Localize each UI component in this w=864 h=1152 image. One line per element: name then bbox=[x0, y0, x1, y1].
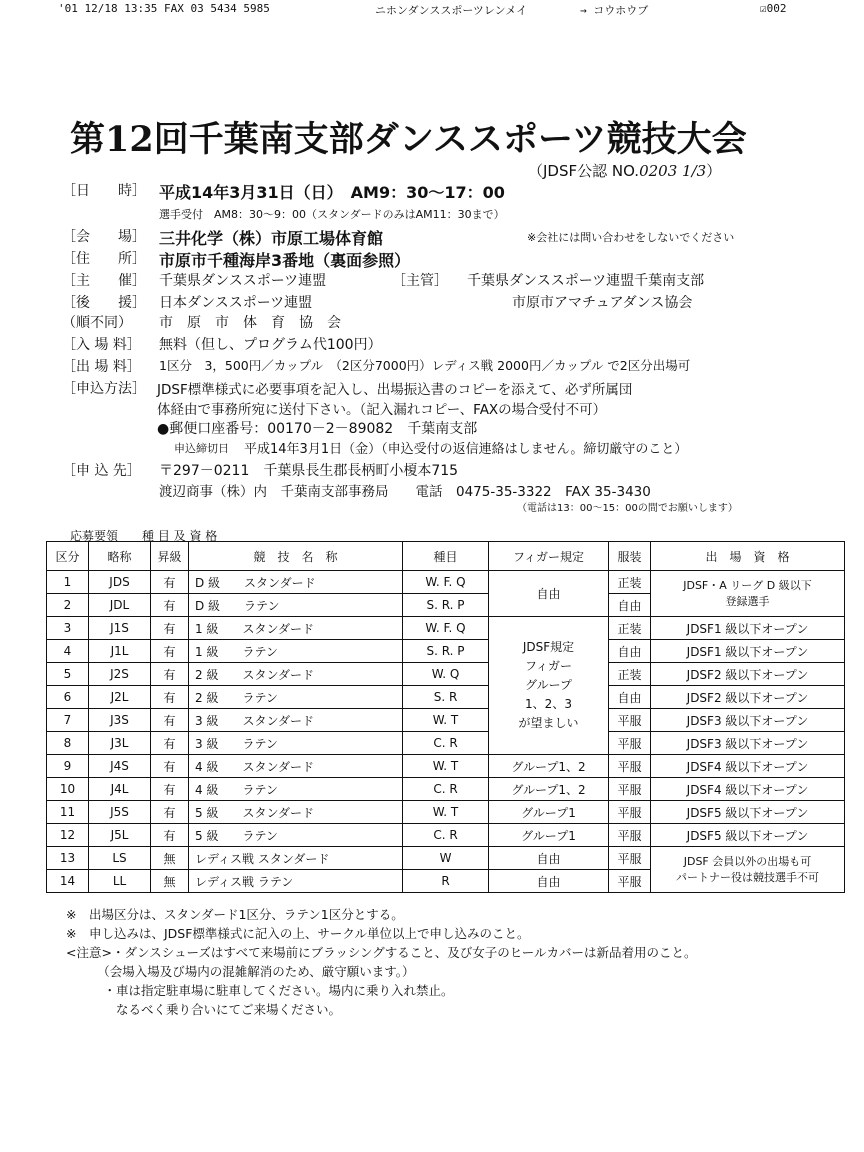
fax-page-number: 002 bbox=[766, 2, 787, 15]
cell-name: 3 級 ラテン bbox=[189, 732, 403, 755]
info-method-line1: JDSF標準様式に必要事項を記入し、出場振込書のコピーを添えて、必ず所属団 bbox=[157, 382, 633, 398]
cell-abbr: LL bbox=[89, 870, 151, 893]
info-method-label: ［申込方法］ bbox=[62, 381, 146, 397]
cell-no: 12 bbox=[47, 824, 89, 847]
cell-promo: 有 bbox=[151, 824, 189, 847]
note-line: （会場入場及び場内の混雑解消のため、厳守願います。） bbox=[66, 964, 415, 979]
table-row bbox=[47, 686, 845, 709]
info-sponsor-value: 日本ダンススポーツ連盟 bbox=[159, 295, 313, 311]
cell-figure: グループ1 bbox=[489, 801, 609, 824]
col-header-no: 区分 bbox=[47, 542, 89, 571]
cell-dances: S. R bbox=[403, 686, 489, 709]
cell-no: 11 bbox=[47, 801, 89, 824]
info-postal-account: ●郵便口座番号：00170－2－89082 千葉南支部 bbox=[157, 421, 478, 437]
cell-dress: 正装 bbox=[609, 617, 651, 640]
cell-no: 6 bbox=[47, 686, 89, 709]
cell-qual: JDSF1 級以下オープン bbox=[651, 617, 845, 640]
col-header-name: 競 技 名 称 bbox=[189, 542, 403, 571]
info-sponsor-value2: 市原市アマチュアダンス協会 bbox=[512, 295, 693, 311]
approval-handwritten-number: 0203 1/3 bbox=[639, 162, 707, 180]
fax-sender: ニホンダンススポーツレンメイ bbox=[375, 4, 528, 17]
cell-abbr: JDS bbox=[89, 571, 151, 594]
cell-promo: 無 bbox=[151, 870, 189, 893]
table-header-row bbox=[47, 542, 845, 571]
approval-number bbox=[528, 160, 721, 181]
cell-abbr: J1S bbox=[89, 617, 151, 640]
note-line: ※ 出場区分は、スタンダード1区分、ラテン1区分とする。 bbox=[66, 907, 404, 922]
events-table bbox=[46, 541, 845, 893]
cell-abbr: J4L bbox=[89, 778, 151, 801]
cell-dances: R bbox=[403, 870, 489, 893]
cell-dress: 平服 bbox=[609, 801, 651, 824]
info-sponsor bbox=[62, 292, 852, 312]
cell-figure: 自由 bbox=[489, 870, 609, 893]
info-address-to-line2: 渡辺商事（株）内 千葉南支部事務局 電話 0475-35-3322 FAX 35-3430 bbox=[159, 484, 651, 500]
cell-name: レディス戦 スタンダード bbox=[189, 847, 403, 870]
cell-abbr: J3L bbox=[89, 732, 151, 755]
table-row bbox=[47, 847, 845, 870]
cell-qual: JDSF4 級以下オープン bbox=[651, 755, 845, 778]
qual-d-line2: 登録選手 bbox=[725, 594, 770, 608]
cell-dances: W bbox=[403, 847, 489, 870]
cell-qual: JDSF3 級以下オープン bbox=[651, 709, 845, 732]
cell-promo: 無 bbox=[151, 847, 189, 870]
cell-abbr: J2S bbox=[89, 663, 151, 686]
info-method-row3 bbox=[62, 418, 852, 438]
cell-no: 7 bbox=[47, 709, 89, 732]
info-address-label: ［住 所］ bbox=[62, 251, 146, 267]
info-venue-value: 三井化学（株）市原工場体育館 bbox=[159, 229, 384, 248]
fax-header bbox=[0, 0, 864, 20]
approval-suffix: ） bbox=[706, 162, 722, 180]
table-caption: 応募要領 種 目 及 資 格 bbox=[70, 529, 218, 543]
cell-no: 13 bbox=[47, 847, 89, 870]
info-sponsor2-value: 市 原 市 体 育 協 会 bbox=[159, 315, 341, 331]
info-date bbox=[62, 180, 852, 206]
info-admission-label: ［入 場 料］ bbox=[62, 337, 141, 353]
cell-figure-jdsf bbox=[489, 617, 609, 755]
table-row bbox=[47, 709, 845, 732]
info-entry-fee-label: ［出 場 料］ bbox=[62, 359, 141, 375]
info-sponsor2-label: （順不同） bbox=[62, 315, 132, 331]
info-reception bbox=[62, 206, 852, 226]
cell-figure: 自由 bbox=[489, 847, 609, 870]
col-header-abbr: 略称 bbox=[89, 542, 151, 571]
col-header-qual: 出 場 資 格 bbox=[651, 542, 845, 571]
table-row bbox=[47, 640, 845, 663]
info-sponsor-label: ［後 援］ bbox=[62, 295, 146, 311]
note-line: <注意>・ダンスシューズはすべて来場前にブラッシングすること、及び女子のヒールカバーは新品着用のこと。 bbox=[66, 945, 697, 960]
info-address-to-line1: 〒297－0211 千葉県長生郡長柄町小榎本715 bbox=[159, 463, 459, 479]
fig-jdsf-line4: 1、2、3 bbox=[525, 697, 572, 711]
fig-jdsf-line1: JDSF規定 bbox=[522, 640, 575, 654]
cell-dances: W. T bbox=[403, 709, 489, 732]
cell-figure: グループ1、2 bbox=[489, 778, 609, 801]
cell-dress: 正装 bbox=[609, 663, 651, 686]
info-venue-label: ［会 場］ bbox=[62, 229, 146, 245]
cell-qual: JDSF2 級以下オープン bbox=[651, 686, 845, 709]
info-entry-fee-value: 1区分 3，500円／カップル （2区分7000円）レディス戦 2000円／カップル で2区分出場可 bbox=[159, 358, 691, 373]
cell-abbr: J2L bbox=[89, 686, 151, 709]
info-date-label: ［日 時］ bbox=[62, 183, 146, 199]
cell-dress: 平服 bbox=[609, 732, 651, 755]
cell-qual: JDSF5 級以下オープン bbox=[651, 801, 845, 824]
cell-dances: W. F. Q bbox=[403, 571, 489, 594]
info-venue-note: ※会社には問い合わせをしないでください bbox=[527, 231, 735, 244]
cell-no: 1 bbox=[47, 571, 89, 594]
cell-name: 5 級 ラテン bbox=[189, 824, 403, 847]
info-address-to-row3 bbox=[62, 499, 852, 513]
cell-name: D 級 スタンダード bbox=[189, 571, 403, 594]
qual-ladies-line2: パートナー役は競技選手不可 bbox=[676, 870, 819, 884]
cell-dress: 自由 bbox=[609, 594, 651, 617]
cell-no: 3 bbox=[47, 617, 89, 640]
fax-datetime: '01 12/18 13:35 FAX 03 5434 5985 bbox=[58, 2, 270, 15]
cell-dances: S. R. P bbox=[403, 594, 489, 617]
table-row bbox=[47, 778, 845, 801]
info-deadline-value: 平成14年3月1日（金）（申込受付の返信連絡はしません。締切厳守のこと） bbox=[244, 442, 688, 457]
cell-figure: グループ1、2 bbox=[489, 755, 609, 778]
info-sponsor2 bbox=[62, 312, 852, 334]
cell-promo: 有 bbox=[151, 801, 189, 824]
note-line: ・車は指定駐車場に駐車してください。場内に乗り入れ禁止。 bbox=[66, 983, 454, 998]
event-info bbox=[62, 180, 852, 513]
cell-dances: C. R bbox=[403, 778, 489, 801]
cell-promo: 有 bbox=[151, 617, 189, 640]
cell-abbr: J5S bbox=[89, 801, 151, 824]
cell-name: 2 級 スタンダード bbox=[189, 663, 403, 686]
cell-dress: 自由 bbox=[609, 640, 651, 663]
info-organizer bbox=[62, 270, 852, 292]
cell-name: 1 級 ラテン bbox=[189, 640, 403, 663]
info-admission-value: 無料（但し、プログラム代100円） bbox=[159, 337, 382, 353]
cell-abbr: LS bbox=[89, 847, 151, 870]
table-row bbox=[47, 663, 845, 686]
info-address-value: 市原市千種海岸3番地（裏面参照） bbox=[159, 251, 411, 270]
cell-dances: W. Q bbox=[403, 663, 489, 686]
table-row bbox=[47, 617, 845, 640]
info-phone-hours: （電話は13：00～15：00の間でお願いします） bbox=[517, 503, 738, 514]
cell-promo: 有 bbox=[151, 686, 189, 709]
cell-dress: 平服 bbox=[609, 755, 651, 778]
cell-abbr: JDL bbox=[89, 594, 151, 617]
qual-d-line1: JDSF・A リーグ D 級以下 bbox=[683, 578, 812, 592]
cell-qual: JDSF2 級以下オープン bbox=[651, 663, 845, 686]
cell-qual: JDSF5 級以下オープン bbox=[651, 824, 845, 847]
table-row bbox=[47, 755, 845, 778]
cell-dress: 正装 bbox=[609, 571, 651, 594]
cell-dress: 平服 bbox=[609, 824, 651, 847]
cell-dances: W. T bbox=[403, 801, 489, 824]
cell-qual: JDSF1 級以下オープン bbox=[651, 640, 845, 663]
fax-page: ☑002 bbox=[760, 2, 787, 15]
info-venue bbox=[62, 226, 852, 248]
cell-name: 4 級 スタンダード bbox=[189, 755, 403, 778]
cell-name: 3 級 スタンダード bbox=[189, 709, 403, 732]
cell-dances: W. F. Q bbox=[403, 617, 489, 640]
cell-figure-d: 自由 bbox=[489, 571, 609, 617]
qual-ladies-line1: JDSF 会員以外の出場も可 bbox=[683, 854, 812, 868]
fax-recipient: → コウホウブ bbox=[580, 4, 649, 17]
cell-qual: JDSF3 級以下オープン bbox=[651, 732, 845, 755]
cell-no: 9 bbox=[47, 755, 89, 778]
table-row bbox=[47, 571, 845, 594]
cell-dress: 平服 bbox=[609, 847, 651, 870]
fig-jdsf-line2: フィガー bbox=[524, 659, 573, 673]
fig-jdsf-line3: グループ bbox=[524, 678, 573, 692]
info-method bbox=[62, 378, 852, 398]
cell-qual: JDSF4 級以下オープン bbox=[651, 778, 845, 801]
info-address-to-label: ［申 込 先］ bbox=[62, 463, 141, 479]
cell-dances: C. R bbox=[403, 732, 489, 755]
table-row bbox=[47, 732, 845, 755]
cell-abbr: J3S bbox=[89, 709, 151, 732]
cell-name: 1 級 スタンダード bbox=[189, 617, 403, 640]
cell-dress: 平服 bbox=[609, 778, 651, 801]
cell-promo: 有 bbox=[151, 732, 189, 755]
info-host-value: 千葉県ダンススポーツ連盟千葉南支部 bbox=[467, 273, 705, 289]
info-deadline bbox=[62, 438, 852, 460]
cell-dress: 平服 bbox=[609, 870, 651, 893]
col-header-promo: 昇級 bbox=[151, 542, 189, 571]
info-admission bbox=[62, 334, 852, 356]
fig-jdsf-line5: が望ましい bbox=[518, 716, 579, 730]
cell-promo: 有 bbox=[151, 594, 189, 617]
cell-promo: 有 bbox=[151, 778, 189, 801]
cell-promo: 有 bbox=[151, 709, 189, 732]
info-organizer-label: ［主 催］ bbox=[62, 273, 146, 289]
note-line: ※ 申し込みは、JDSF標準様式に記入の上、サークル単位以上で申し込みのこと。 bbox=[66, 926, 530, 941]
cell-qual-ladies bbox=[651, 847, 845, 893]
info-entry-fee bbox=[62, 356, 852, 378]
cell-no: 2 bbox=[47, 594, 89, 617]
cell-figure: グループ1 bbox=[489, 824, 609, 847]
info-method-row2 bbox=[62, 398, 852, 418]
col-header-dress: 服装 bbox=[609, 542, 651, 571]
info-address bbox=[62, 248, 852, 270]
cell-no: 14 bbox=[47, 870, 89, 893]
info-address-to-row2 bbox=[62, 480, 852, 499]
cell-promo: 有 bbox=[151, 755, 189, 778]
cell-name: 5 級 スタンダード bbox=[189, 801, 403, 824]
cell-name: 4 級 ラテン bbox=[189, 778, 403, 801]
info-reception-value: 選手受付 AM8：30～9：00（スタンダードのみはAM11：30まで） bbox=[159, 208, 505, 221]
cell-dances: S. R. P bbox=[403, 640, 489, 663]
cell-abbr: J1L bbox=[89, 640, 151, 663]
info-deadline-label: 申込締切日 bbox=[174, 442, 229, 455]
cell-name: レディス戦 ラテン bbox=[189, 870, 403, 893]
cell-dances: W. T bbox=[403, 755, 489, 778]
info-date-value: 平成14年3月31日（日） AM9：30～17：00 bbox=[159, 183, 505, 202]
cell-no: 10 bbox=[47, 778, 89, 801]
cell-dances: C. R bbox=[403, 824, 489, 847]
approval-prefix: （JDSF公認 NO. bbox=[528, 162, 640, 180]
table-row bbox=[47, 801, 845, 824]
cell-abbr: J5L bbox=[89, 824, 151, 847]
cell-dress: 平服 bbox=[609, 709, 651, 732]
col-header-figure: フィガー規定 bbox=[489, 542, 609, 571]
cell-no: 4 bbox=[47, 640, 89, 663]
cell-name: 2 級 ラテン bbox=[189, 686, 403, 709]
table-row bbox=[47, 824, 845, 847]
cell-promo: 有 bbox=[151, 640, 189, 663]
cell-no: 5 bbox=[47, 663, 89, 686]
cell-dress: 自由 bbox=[609, 686, 651, 709]
info-method-line2: 体経由で事務所宛に送付下さい。（記入漏れコピー、FAXの場合受付不可） bbox=[157, 402, 607, 418]
cell-no: 8 bbox=[47, 732, 89, 755]
col-header-dances: 種目 bbox=[403, 542, 489, 571]
cell-promo: 有 bbox=[151, 663, 189, 686]
notes bbox=[66, 905, 856, 1019]
cell-name: D 級 ラテン bbox=[189, 594, 403, 617]
cell-abbr: J4S bbox=[89, 755, 151, 778]
note-line: なるべく乗り合いにてご来場ください。 bbox=[66, 1002, 342, 1017]
info-host-label: ［主管］ bbox=[392, 273, 448, 289]
cell-promo: 有 bbox=[151, 571, 189, 594]
cell-qual-d bbox=[651, 571, 845, 617]
info-organizer-value: 千葉県ダンススポーツ連盟 bbox=[159, 273, 327, 289]
info-address-to bbox=[62, 460, 852, 480]
page-title: 第12回千葉南支部ダンススポーツ競技大会 bbox=[70, 119, 747, 160]
